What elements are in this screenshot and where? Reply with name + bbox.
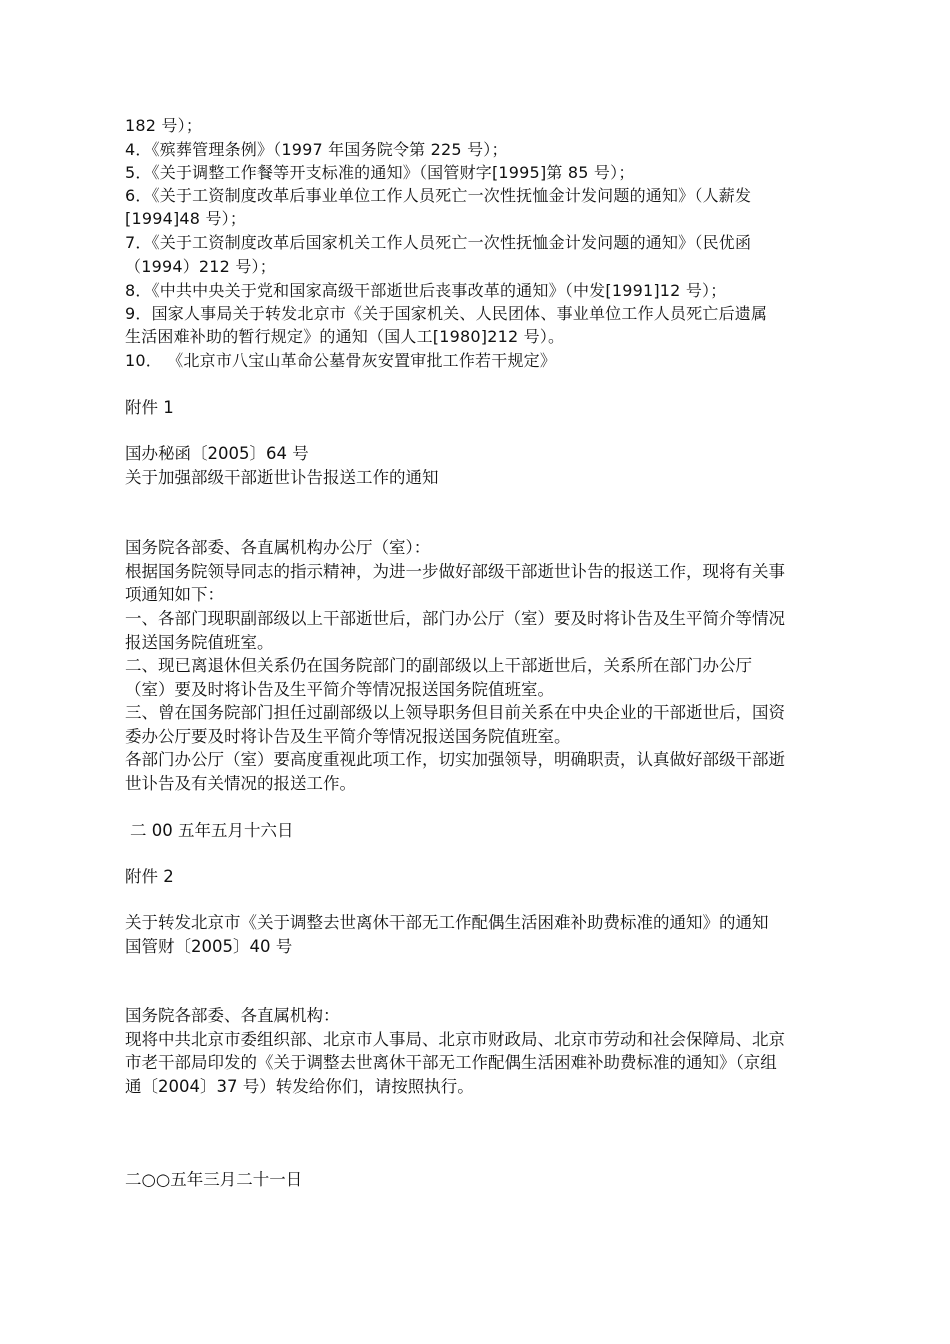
attachment-2-date: 二○○五年三月二十一日 <box>125 1170 303 1189</box>
attachment-1-heading: 附件 1 <box>125 398 174 417</box>
reference-item-8: 8．《中共中央关于党和国家高级干部逝世后丧事改革的通知》（中发[1991]12 号）； <box>125 281 727 300</box>
attachment-2-addressee: 国务院各部委、各直属机构： <box>125 1006 340 1025</box>
attachment-1-paragraph-cont: 项通知如下： <box>125 585 224 604</box>
attachment-1-date: 二 00 五年五月十六日 <box>130 821 294 840</box>
attachment-2-title: 关于转发北京市《关于调整去世离休干部无工作配偶生活困难补助费标准的通知》的通知 <box>125 913 769 932</box>
attachment-1-closing-cont: 世讣告及有关情况的报送工作。 <box>125 774 356 793</box>
attachment-1-item-3: 三、曾在国务院部门担任过副部级以上领导职务但目前关系在中央企业的干部逝世后，国资 <box>125 703 785 722</box>
attachment-1-doc-number: 国办秘函〔2005〕64 号 <box>125 444 309 463</box>
attachment-2-paragraph-cont: 市老干部局印发的《关于调整去世离休干部无工作配偶生活困难补助费标准的通知》（京组 <box>125 1053 777 1072</box>
reference-item-6: 6．《关于工资制度改革后事业单位工作人员死亡一次性抚恤金计发问题的通知》（人薪发 <box>125 186 752 205</box>
attachment-1-title: 关于加强部级干部逝世讣告报送工作的通知 <box>125 468 439 487</box>
reference-item-9-cont: 生活困难补助的暂行规定》的通知（国人工[1980]212 号）。 <box>125 327 565 346</box>
attachment-1-item-2-cont: （室）要及时将讣告及生平简介等情况报送国务院值班室。 <box>125 680 554 699</box>
attachment-2-heading: 附件 2 <box>125 867 174 886</box>
reference-item-6-cont: [1994]48 号）； <box>125 209 247 228</box>
attachment-2-paragraph: 现将中共北京市委组织部、北京市人事局、北京市财政局、北京市劳动和社会保障局、北京 <box>125 1030 785 1049</box>
attachment-2-doc-number: 国管财〔2005〕40 号 <box>125 937 293 956</box>
attachment-1-item-3-cont: 委办公厅要及时将讣告及生平简介等情况报送国务院值班室。 <box>125 727 571 746</box>
attachment-1-item-1-cont: 报送国务院值班室。 <box>125 633 274 652</box>
attachment-1-item-2: 二、现已离退休但关系仍在国务院部门的副部级以上干部逝世后，关系所在部门办公厅 <box>125 656 752 675</box>
reference-item-7-cont: （1994）212 号）； <box>125 257 276 276</box>
attachment-1-item-1: 一、各部门现职副部级以上干部逝世后，部门办公厅（室）要及时将讣告及生平简介等情况 <box>125 609 785 628</box>
reference-item-5: 5．《关于调整工作餐等开支标准的通知》（国管财字[1995]第 85 号）； <box>125 163 635 182</box>
attachment-1-paragraph: 根据国务院领导同志的指示精神，为进一步做好部级干部逝世讣告的报送工作，现将有关事 <box>125 562 785 581</box>
reference-item-10: 10． 《北京市八宝山革命公墓骨灰安置审批工作若干规定》 <box>125 351 557 370</box>
reference-item-9: 9．国家人事局关于转发北京市《关于国家机关、人民团体、事业单位工作人员死亡后遗属 <box>125 304 768 323</box>
attachment-2-paragraph-cont: 通〔2004〕37 号）转发给你们，请按照执行。 <box>125 1077 474 1096</box>
attachment-1-closing: 各部门办公厅（室）要高度重视此项工作，切实加强领导，明确职责，认真做好部级干部逝 <box>125 750 785 769</box>
attachment-1-addressee: 国务院各部委、各直属机构办公厅（室）： <box>125 538 431 557</box>
reference-item-7: 7．《关于工资制度改革后国家机关工作人员死亡一次性抚恤金计发问题的通知》（民优函 <box>125 233 752 252</box>
reference-line: 182 号）； <box>125 116 203 135</box>
reference-item-4: 4．《殡葬管理条例》（1997 年国务院令第 225 号）； <box>125 140 508 159</box>
